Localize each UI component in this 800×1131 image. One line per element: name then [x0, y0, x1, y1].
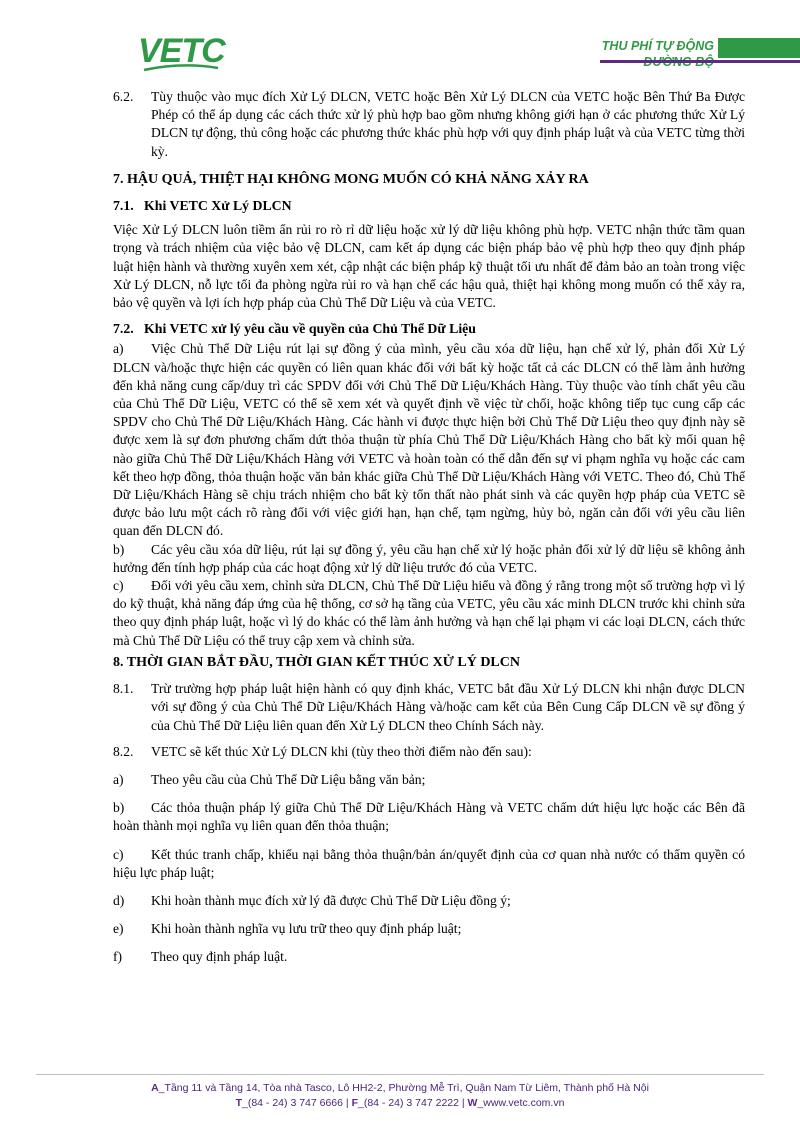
- item-label: f): [113, 949, 123, 965]
- address-key: A: [151, 1082, 159, 1094]
- tel-key: T: [235, 1097, 242, 1109]
- logo-text: VETC: [138, 32, 225, 70]
- item-label: b): [113, 541, 125, 557]
- paragraph: VETC sẽ kết thúc Xử Lý DLCN khi (tùy theo thời điểm nào đến sau):: [151, 743, 532, 759]
- item-label: e): [113, 921, 124, 937]
- item-text: Khi hoàn thành nghĩa vụ lưu trữ theo quy định pháp luật;: [151, 921, 462, 937]
- item-label: d): [113, 892, 125, 908]
- paragraph-7-2-b: [113, 541, 745, 577]
- paragraph-7-2-a: [113, 340, 745, 540]
- item-number: 8.2.: [113, 743, 134, 759]
- item-label: c): [113, 578, 124, 594]
- footer-divider: [36, 1074, 764, 1075]
- item-text: Việc Chủ Thể Dữ Liệu rút lại sự đồng ý của mình, yêu cầu xóa dữ liệu, hạn chế xử lý, phản đối Xử Lý DLCN và/hoặc thực hiện các quyền có liên quan khác đối với bất kỳ hoặc tất cả các DLCN có thể làm ảnh hưởng đến khả năng cung cấp/duy trì các SPDV đối với Chủ Thể Dữ Liệu/Khách Hàng. Tùy thuộc vào tính chất yêu cầu của Chủ Thể Dữ Liệu, VETC có thể sẽ xem xét và quyết định về việc từ chối, hoặc không tiếp tục cung cấp các SPDV cho Chủ Thể Dữ Liệu/Khách Hàng. Các hành vi được thực hiện bởi Chủ Thể Dữ Liệu theo quy định này sẽ được xem là sự đơn phương chấm dứt thỏa thuận từ phía Chủ Thể Dữ Liệu/Khách Hàng cho bất kỳ mối quan hệ nào giữa Chủ Thể Dữ Liệu/Khách Hàng với VETC và hoàn toàn có thể dẫn đến sự vi phạm nghĩa vụ hoặc các cam kết theo hợp đồng, thỏa thuận hoặc văn bản khác giữa Chủ Thể Dữ Liệu/Khách Hàng với VETC. Theo đó, Chủ Thể Dữ Liệu/Khách Hàng sẽ chịu trách nhiệm cho bất kỳ tổn thất nào phát sinh và các quyền hợp pháp của VETC sẽ được bảo lưu một cách rõ ràng đối với việc giới hạn, hạn chế, tạm ngừng, hủy bỏ, ngăn cản đối với yêu cầu liên quan đến DLCN đó.: [113, 341, 745, 539]
- item-label: a): [113, 341, 124, 357]
- tagline-line1: THU PHÍ TỰ ĐỘNG: [601, 39, 714, 53]
- footer-contacts: [0, 1096, 800, 1111]
- paragraph-7-1: Việc Xử Lý DLCN luôn tiềm ẩn rủi ro rò rỉ dữ liệu hoặc xử lý dữ liệu không phù hợp. VETC nhận thức tầm quan trọng và trách nhiệm của việc bảo vệ DLCN, cam kết áp dụng các biện pháp bảo vệ phù hợp theo quy định pháp luật hiện hành và thường xuyên xem xét, cập nhật các biện pháp kỹ thuật tối ưu nhất để đảm bảo an toàn trong việc Xử Lý DLCN, nỗ lực tối đa phòng ngừa rủi ro và hạn chế các hậu quả, thiệt hại không mong muốn có thể xảy ra, bảo vệ quyền và lợi ích hợp pháp của Chủ Thể Dữ Liệu và của VETC.: [113, 222, 745, 311]
- web-link[interactable]: _www.vetc.com.vn: [477, 1097, 565, 1109]
- page-footer: [0, 1081, 800, 1111]
- fax-key: F: [351, 1097, 358, 1109]
- heading-section-7: 7. HẬU QUẢ, THIỆT HẠI KHÔNG MONG MUỐN CÓ KHẢ NĂNG XẢY RA: [113, 171, 589, 187]
- item-text: Theo yêu cầu của Chủ Thể Dữ Liệu bằng văn bản;: [151, 771, 426, 787]
- heading-section-8: 8. THỜI GIAN BẮT ĐẦU, THỜI GIAN KẾT THÚC XỬ LÝ DLCN: [113, 654, 520, 670]
- web-key: W: [467, 1097, 478, 1109]
- item-text: Theo quy định pháp luật.: [151, 949, 288, 965]
- list-item-c: [113, 846, 745, 882]
- paragraph: Trừ trường hợp pháp luật hiện hành có quy định khác, VETC bắt đầu Xử Lý DLCN khi nhận được DLCN với sự đồng ý của Chủ Thể Dữ Liệu/Khách Hàng và/hoặc cam kết của Bên Cung Cấp DLCN về sự đồng ý của Chủ Thể Dữ Liệu liên quan đến Xử Lý DLCN theo Chính Sách này.: [151, 681, 745, 733]
- heading-section-7-2: 7.2. Khi VETC xử lý yêu cầu về quyền của Chủ Thể Dữ Liệu: [113, 321, 476, 337]
- section-8-1: [113, 680, 745, 735]
- list-item-d: [113, 892, 745, 910]
- item-label: a): [113, 771, 124, 787]
- item-text: Đối với yêu cầu xem, chỉnh sửa DLCN, Chủ Thể Dữ Liệu hiểu và đồng ý rằng trong một số trường hợp vì lý do kỹ thuật, khả năng đáp ứng của hệ thống, cơ sở hạ tầng của VETC, yêu cầu xác minh DLCN trước khi chỉnh sửa theo quy định pháp luật, hoặc vì lý do khác có thể làm ảnh hưởng và hạn chế lại phạm vi các loại DLCN, cách thức mà Chủ Thể Dữ Liệu có thể truy cập xem và chỉnh sửa.: [113, 578, 745, 648]
- paragraph-7-2-c: [113, 577, 745, 650]
- heading-section-7-1: 7.1. Khi VETC Xử Lý DLCN: [113, 198, 292, 214]
- footer-address: [0, 1081, 800, 1096]
- item-number: 6.2.: [113, 89, 134, 104]
- document-body: [113, 88, 745, 967]
- address-text: _Tầng 11 và Tầng 14, Tòa nhà Tasco, Lô HH2-2, Phường Mễ Trì, Quận Nam Từ Liêm, Thành phố Hà Nội: [158, 1082, 649, 1094]
- tagline: [602, 38, 714, 70]
- vetc-logo: [138, 34, 224, 74]
- header-green-bar: [718, 38, 800, 58]
- item-label: b): [113, 800, 125, 816]
- header-purple-line: [600, 60, 800, 63]
- item-text: Kết thúc tranh chấp, khiếu nại bằng thỏa thuận/bản án/quyết định của cơ quan nhà nước có thẩm quyền có hiệu lực pháp luật;: [113, 846, 745, 880]
- list-item-f: [113, 948, 745, 966]
- item-label: c): [113, 846, 124, 862]
- list-item-b: [113, 799, 745, 835]
- section-8-2: [113, 743, 745, 761]
- list-item-e: [113, 920, 745, 938]
- fax-text: _(84 - 24) 3 747 2222 |: [357, 1097, 468, 1109]
- item-text: Các yêu cầu xóa dữ liệu, rút lại sự đồng ý, yêu cầu hạn chế xử lý hoặc phản đối xử lý dữ liệu sẽ không ảnh hưởng đến tính hợp pháp của các hoạt động xử lý dữ liệu trước đó của VETC.: [113, 541, 745, 575]
- list-item-a: [113, 771, 745, 789]
- tel-text: _(84 - 24) 3 747 6666 |: [242, 1097, 352, 1109]
- item-text: Các thỏa thuận pháp lý giữa Chủ Thể Dữ Liệu/Khách Hàng và VETC chấm dứt hiệu lực hoặc các Bên đã hoàn thành mọi nghĩa vụ liên quan đến thỏa thuận;: [113, 800, 745, 834]
- paragraph: Tùy thuộc vào mục đích Xử Lý DLCN, VETC hoặc Bên Xử Lý DLCN của VETC hoặc Bên Thứ Ba Được Phép có thể áp dụng các cách thức xử lý phù hợp bao gồm nhưng không giới hạn ở các phương thức Xử Lý DLCN tự động, thủ công hoặc các phương thức khác phù hợp với quy định pháp luật và của VETC từng thời kỳ.: [151, 89, 745, 159]
- logo-swoosh-icon: [142, 64, 220, 72]
- item-number: 8.1.: [113, 681, 134, 697]
- item-text: Khi hoàn thành mục đích xử lý đã được Chủ Thể Dữ Liệu đồng ý;: [151, 892, 511, 908]
- page-header: [0, 0, 800, 90]
- section-6-2: [113, 88, 745, 161]
